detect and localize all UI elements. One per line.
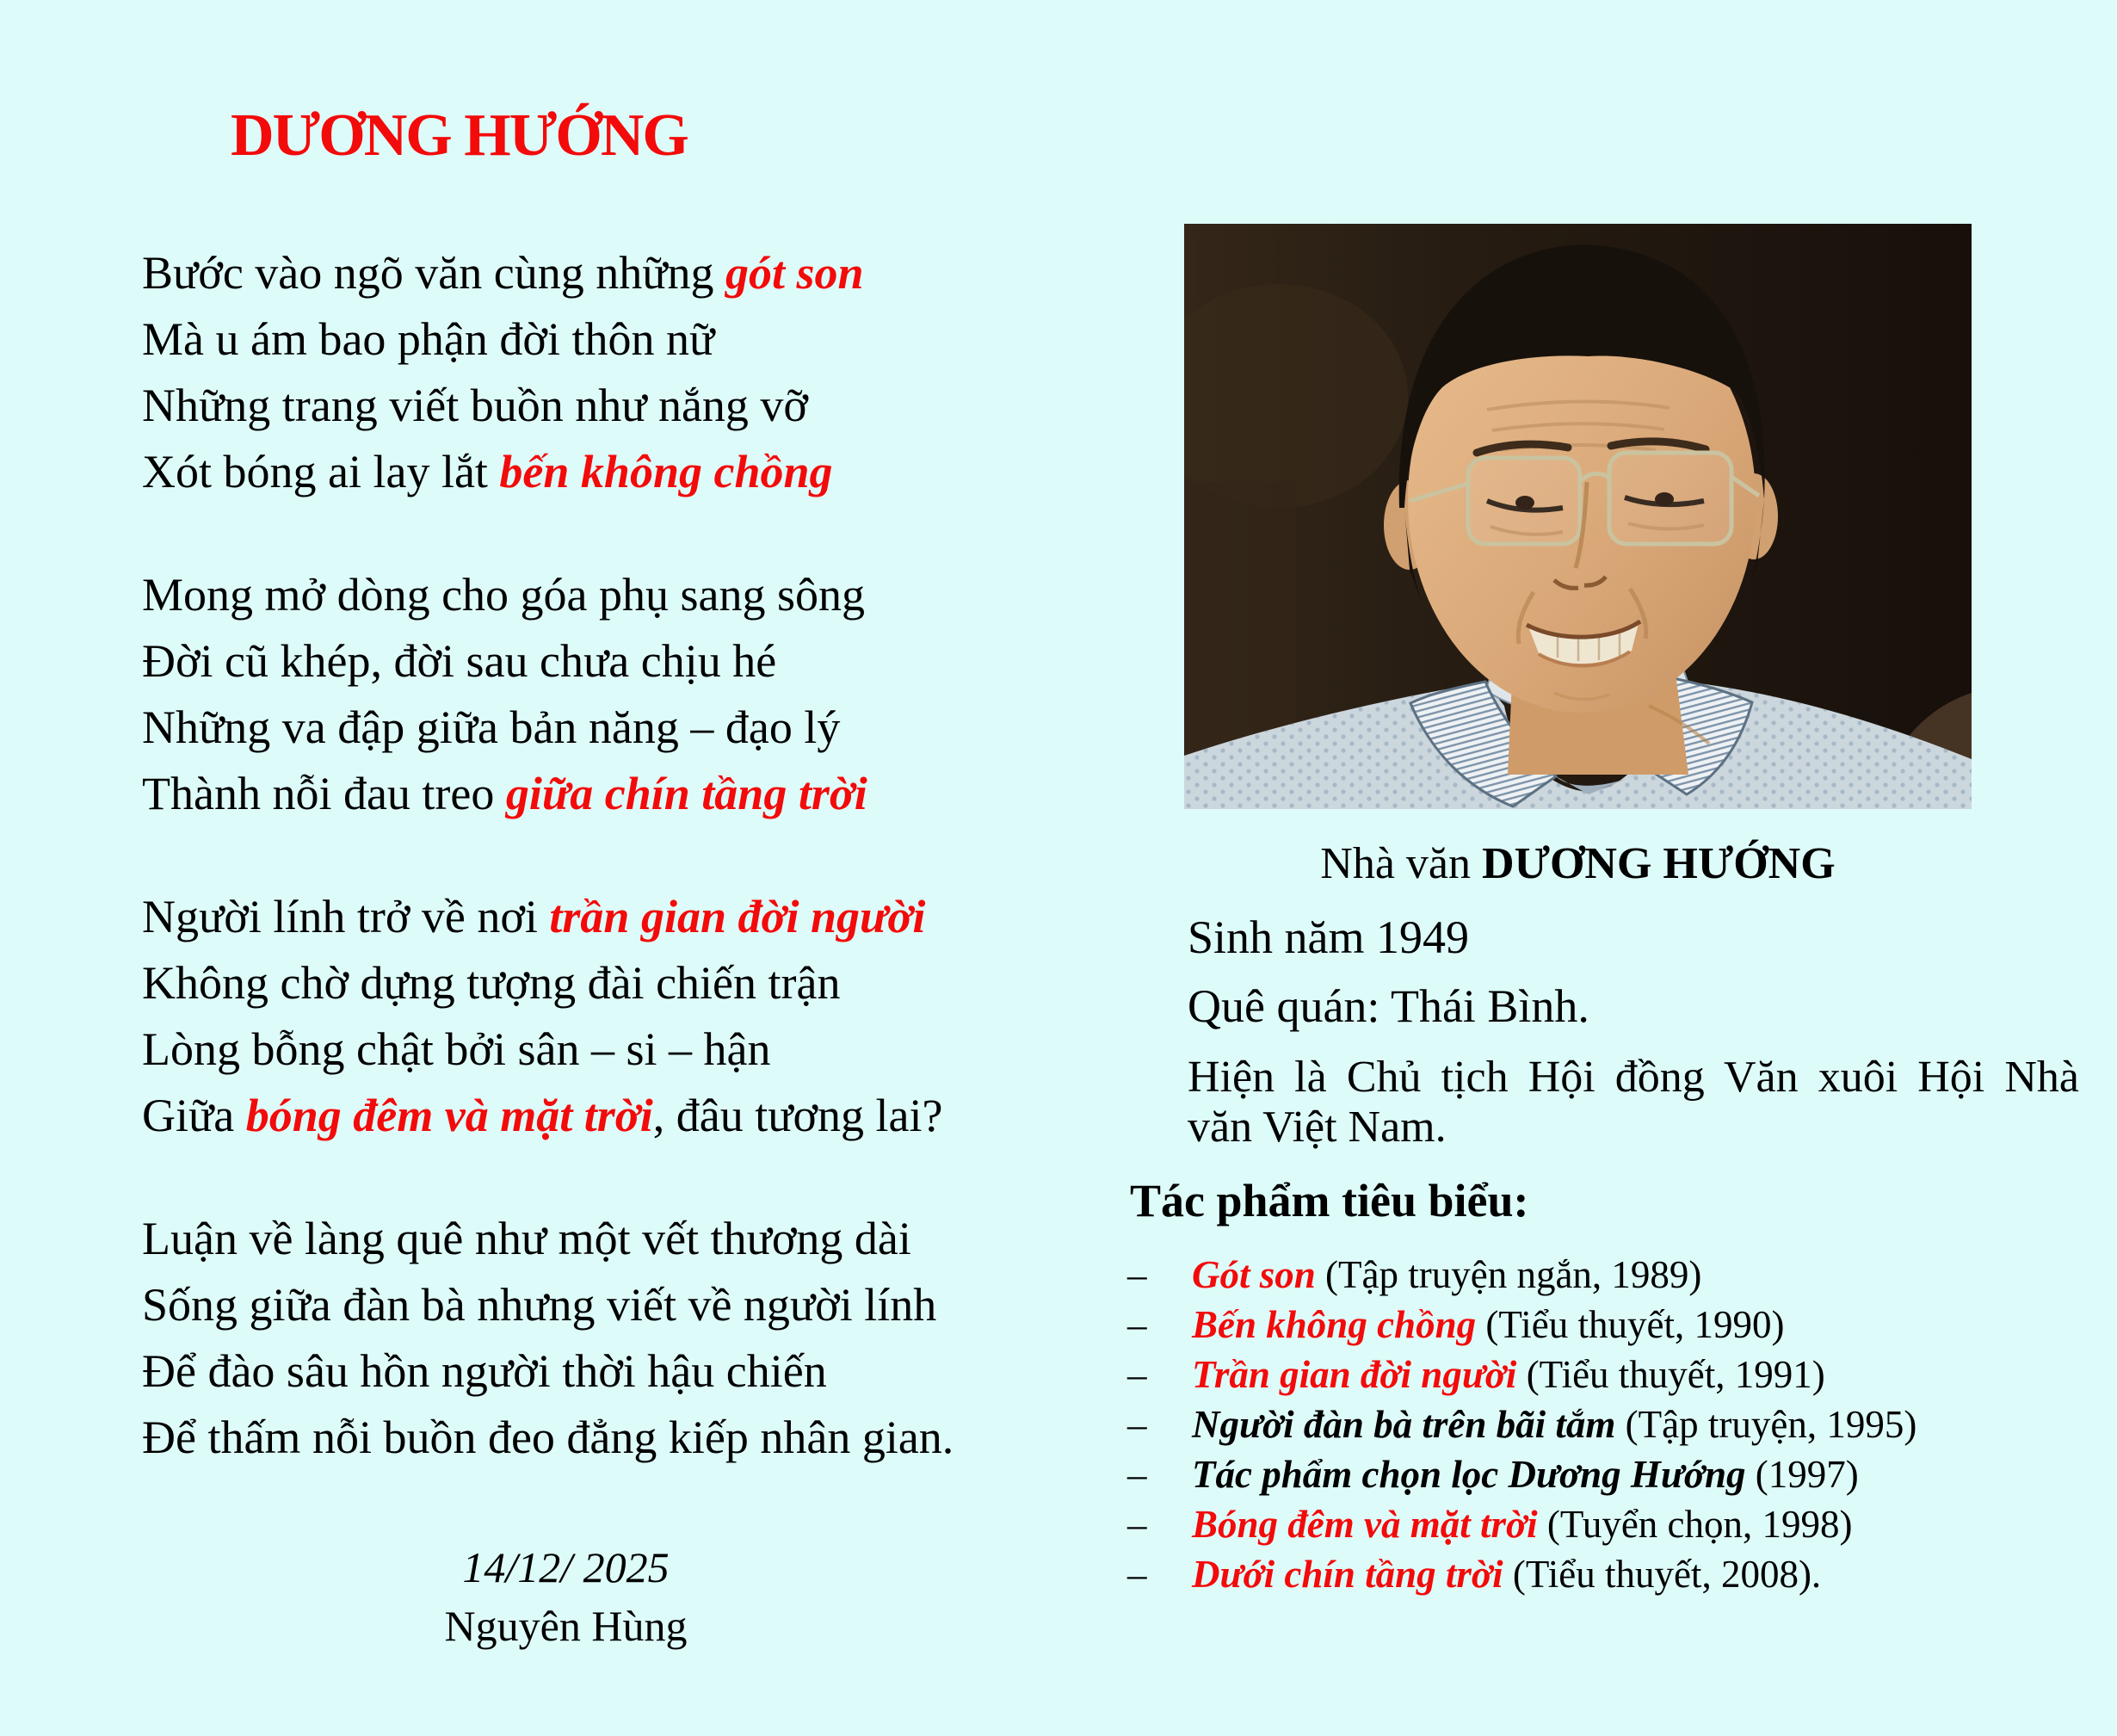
stanza (142, 240, 954, 505)
work-item (1127, 1250, 1916, 1300)
text-segment: (Tiểu thuyết, 2008). (1503, 1553, 1822, 1596)
bio-hometown: Quê quán: Thái Bình. (1188, 980, 1589, 1032)
text-segment: Những va đập giữa bản năng – đạo lý (142, 701, 841, 753)
work-bullet: – (1127, 1453, 1147, 1496)
text-segment: Để đào sâu hồn người thời hậu chiến (142, 1345, 827, 1397)
work-item (1127, 1449, 1916, 1499)
text-segment: Dưới chín tầng trời (1192, 1553, 1503, 1596)
text-segment: Trần gian đời người (1192, 1353, 1517, 1396)
text-segment: giữa chín tầng trời (505, 768, 867, 819)
work-item (1127, 1549, 1916, 1599)
text-segment: bến không chồng (499, 446, 833, 497)
text-segment: Mà u ám bao phận đời thôn nữ (142, 313, 715, 365)
work-text (1192, 1553, 1821, 1596)
text-segment: (Tiểu thuyết, 1990) (1476, 1303, 1785, 1346)
photo-caption (1184, 837, 1972, 892)
work-item (1127, 1499, 1916, 1549)
text-segment: Lòng bỗng chật bởi sân – si – hận (142, 1023, 771, 1075)
poem-author: Nguyên Hùng (444, 1602, 688, 1650)
poem-line (142, 950, 954, 1016)
text-segment: Xót bóng ai lay lắt (142, 446, 500, 497)
work-text (1192, 1503, 1853, 1546)
work-bullet: – (1127, 1303, 1147, 1346)
poem-line (142, 1272, 954, 1338)
work-text (1192, 1253, 1701, 1296)
work-bullet: – (1127, 1353, 1147, 1396)
poem-line (142, 695, 954, 761)
work-item (1127, 1350, 1916, 1399)
text-segment: (Tập truyện ngắn, 1989) (1315, 1253, 1702, 1296)
text-segment: Bước vào ngõ văn cùng những (142, 247, 725, 299)
poem-line (142, 1016, 954, 1083)
poem-line (142, 562, 954, 628)
poem-line (142, 439, 954, 505)
work-bullet: – (1127, 1553, 1147, 1596)
text-segment: (Tập truyện, 1995) (1615, 1403, 1917, 1446)
portrait-photo-illustration (1184, 224, 1972, 809)
page-title: DƯƠNG HƯỚNG (231, 102, 688, 169)
work-text (1192, 1453, 1859, 1496)
stanza (142, 562, 954, 827)
text-segment: bóng đêm và mặt trời (245, 1090, 653, 1141)
text-segment: Tác phẩm chọn lọc Dương Hướng (1192, 1453, 1746, 1496)
text-segment: (Tuyển chọn, 1998) (1537, 1503, 1853, 1546)
portrait-photo (1184, 224, 1972, 809)
text-segment: Không chờ dựng tượng đài chiến trận (142, 957, 841, 1009)
poem-line (142, 373, 954, 439)
poem-line (142, 884, 954, 950)
text-segment: Sống giữa đàn bà nhưng viết về người lính (142, 1279, 937, 1331)
poem-line (142, 628, 954, 695)
text-segment: gót son (725, 247, 864, 299)
text-segment: Người lính trở về nơi (142, 891, 550, 942)
work-text (1192, 1403, 1916, 1446)
poem-line (142, 1405, 954, 1471)
works-list (1127, 1250, 1916, 1599)
text-segment: Những trang viết buồn như nắng vỡ (142, 380, 808, 431)
work-bullet: – (1127, 1503, 1147, 1546)
text-segment: DƯƠNG HƯỚNG (1482, 839, 1836, 888)
text-segment: Bến không chồng (1192, 1303, 1477, 1346)
work-item (1127, 1399, 1916, 1449)
text-segment: Nhà văn (1320, 839, 1483, 888)
text-segment: Đời cũ khép, đời sau chưa chịu hé (142, 635, 777, 687)
text-segment: Gót son (1192, 1253, 1316, 1296)
text-segment: Để thấm nỗi buồn đeo đẳng kiếp nhân gian. (142, 1412, 954, 1463)
text-segment: (1997) (1745, 1453, 1859, 1496)
work-text (1192, 1353, 1825, 1396)
poem-line (142, 1206, 954, 1272)
work-item (1127, 1300, 1916, 1350)
stanza (142, 1206, 954, 1471)
work-bullet: – (1127, 1253, 1147, 1296)
poem-line (142, 1338, 954, 1405)
work-bullet: – (1127, 1403, 1147, 1446)
poem-line (142, 1083, 954, 1149)
work-text (1192, 1303, 1784, 1346)
stanza (142, 884, 954, 1149)
text-segment: , đâu tương lai? (652, 1090, 943, 1141)
bio-position (1188, 1053, 2079, 1152)
text-segment: Luận về làng quê như một vết thương dài (142, 1213, 911, 1264)
text-segment: Giữa (142, 1090, 246, 1141)
poem-line (142, 761, 954, 827)
text-segment: (Tiểu thuyết, 1991) (1516, 1353, 1825, 1396)
text-segment: Mong mở dòng cho góa phụ sang sông (142, 569, 866, 621)
works-heading: Tác phẩm tiêu biểu: (1130, 1175, 1529, 1226)
poem-line (142, 306, 954, 373)
signature (142, 1538, 990, 1655)
bio-position-line-1: Hiện là Chủ tịch Hội đồng Văn xuôi Hội Nhà (1188, 1053, 2079, 1102)
text-segment: trần gian đời người (549, 891, 926, 942)
text-segment: Người đàn bà trên bãi tắm (1192, 1403, 1616, 1446)
bio-position-line-2: văn Việt Nam. (1188, 1103, 1447, 1152)
text-segment: Bóng đêm và mặt trời (1192, 1503, 1538, 1546)
bio-birth-year: Sinh năm 1949 (1188, 911, 1470, 963)
poem-date: 14/12/ 2025 (462, 1543, 670, 1591)
text-segment: Thành nỗi đau treo (142, 768, 506, 819)
poem (142, 240, 954, 1528)
poem-line (142, 240, 954, 306)
